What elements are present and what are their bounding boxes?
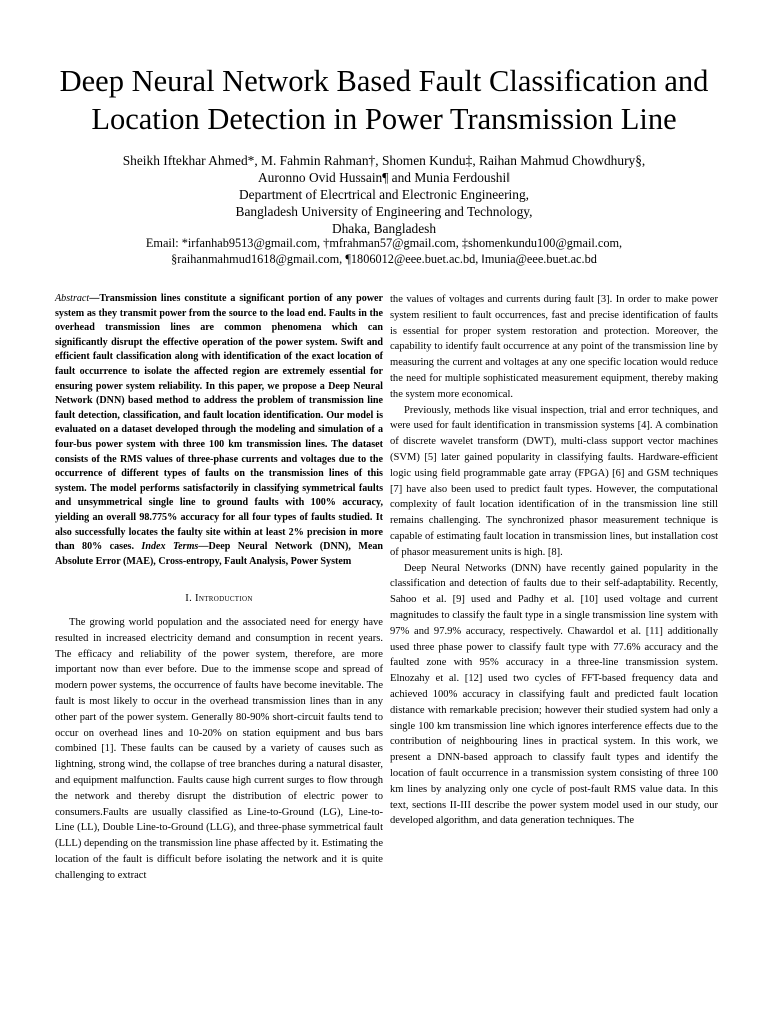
right-column xyxy=(390,292,718,829)
left-column xyxy=(55,292,383,884)
author-names-line-1: Sheikh Iftekhar Ahmed*, M. Fahmin Rahman†, Shomen Kundu‡, Raihan Mahmud Chowdhury§, xyxy=(122,153,646,168)
affiliation-city: Dhaka, Bangladesh xyxy=(331,221,437,236)
intro-paragraph-4: Deep Neural Networks (DNN) have recently gained popularity in the classification and detection of faults due to their self-adaptability. Recently, Sahoo et al. [9] used and Padhy et al. [10] used voltage and current magnitudes to classify the fault type in a single transmission line system with 97% and 97.9% accuracy, respectively. Chawardol et al. [11] additionally used three phase power to classify fault type with 77.6% accuracy and the faulted zone with 95% accuracy in a three-line transmission system. Elnozahy et al. [12] used two cycles of FFT-based frequency data and achieved 100% accuracy in classifying fault and predicted fault location distance with remarkable precision; however their studied system had only a single 100 km transmission line which ignores interference effects due to the contribution of neighbouring lines in practical system. In this work, we present a DNN-based approach to classify fault types and identify the location of fault occurrence in a transmission system consisting of three 100 km lines by analyzing only one cycle of post-fault RMS value data. In this text, sections II-III describe the power system model used in our study, our developed algorithm, and data generation techniques. The xyxy=(390,562,718,827)
affiliation-university: Bangladesh University of Engineering and Technology, xyxy=(235,204,533,219)
paper-title: Deep Neural Network Based Fault Classification and Location Detection in Power Transmission Line xyxy=(59,64,709,136)
index-terms-text: —Deep Neural Network (DNN), Mean Absolute Error (MAE), Cross-entropy, Fault Analysis, Power System xyxy=(55,541,383,567)
author-block xyxy=(40,152,728,237)
intro-paragraph-3: Previously, methods like visual inspection, trial and error techniques, and were used for fault identification in transmission systems [4]. A combination of discrete wavelet transform (DWT), multi-class support vector machines (SVM) [5] later gained popularity in classifying faults. Hardware-efficient logic using field programmable gate array (FPGA) [6] and GSM techniques [7] have also been used to predict fault types. However, the computational complexity of fault location identification of in the transmission line still remains challenging. The synchronized phasor measurement technique is capable of estimating fault location in transmission lines, but installation cost of phasor measurement units is high. [8]. xyxy=(390,404,718,558)
intro-paragraph-1: The growing world population and the associated need for energy have resulted in increased electricity demand and consumption in recent years. The efficacy and reliability of the power system, therefore, are more important now than ever before. Due to the immense scope and spread of modern power systems, the occurrence of faults have become inevitable. The fault is most likely to occur in the overhead transmission lines than in any other part of the power system. Generally 80-90% short-circuit faults tend to occur on overhead lines and 10-20% on station equipment and bus bars combined [1]. These faults can be caused by a variety of causes such as lightning, strong wind, the collapse of tree branches during a natural disaster, and equipment malfunction. Faults cause high current surges to flow through the network and thereby disrupt the distribution of electric power to consumers.Faults are usually classified as Line-to-Ground (LG), Line-to-Line (LL), Double Line-to-Ground (LLG), and three-phase symmetrical fault (LLL) depending on the transmission line phase affected by it. Estimating the location of the fault is difficult before isolating the network and it is quite challenging to extract xyxy=(55,617,383,881)
abstract-label: Abstract xyxy=(55,293,90,304)
email-line-1: Email: *irfanhab9513@gmail.com, †mfrahman57@gmail.com, ‡shomenkundu100@gmail.com, xyxy=(145,236,623,250)
affiliation-department: Department of Elecrtrical and Electronic Engineering, xyxy=(239,187,529,202)
abstract-paragraph xyxy=(55,292,383,569)
intro-paragraph-2: the values of voltages and currents during fault [3]. In order to make power system resilient to fault occurrences, fast and precise identification of faults is essential for proper system restoration and protection. Moreover, the capability to identify fault occurrence at any point of the transmission line by measuring the current and voltages at any one specific location would reduce the need for multiple sophisticated measurement equipment, thereby making the system more economical. xyxy=(390,294,718,400)
email-block xyxy=(40,235,728,267)
author-names-line-2: Auronno Ovid Hussain¶ and Munia Ferdoushi‖ xyxy=(258,170,510,185)
abstract-text: —Transmission lines constitute a significant portion of any power system as they transmit power from the source to the load end. Faults in the overhead transmission lines are common phenomena which can significantly disrupt the effective operation of the power system. Swift and efficient fault classification along with identification of the exact location of fault occurrence to isolate the affected region are extremely essential for ensuring power system reliability. In this paper, we propose a Deep Neural Network (DNN) based method to address the problem of transmission line fault detection, classification, and fault location identification. Our model is evaluated on a dataset developed through the modeling and simulation of a four-bus power system with three 100 km transmission lines. The dataset consists of the RMS values of three-phase currents and voltages due to the occurrence of different types of faults on the transmission lines of this system. The model performs satisfactorily in classifying symmetrical faults and unsymmetrical single line to ground faults with 100% accuracy, yielding an overall 98.775% accuracy for all four types of faults studied. It also successfully locates the faulty site within at least 2% precision in more than 80% cases. xyxy=(55,293,383,553)
section-heading-introduction: I. Introduction xyxy=(185,593,253,605)
index-terms-label: Index Terms xyxy=(141,541,199,553)
email-line-2: §raihanmahmud1618@gmail.com, ¶1806012@eee.buet.ac.bd, ‖munia@eee.buet.ac.bd xyxy=(171,252,597,266)
